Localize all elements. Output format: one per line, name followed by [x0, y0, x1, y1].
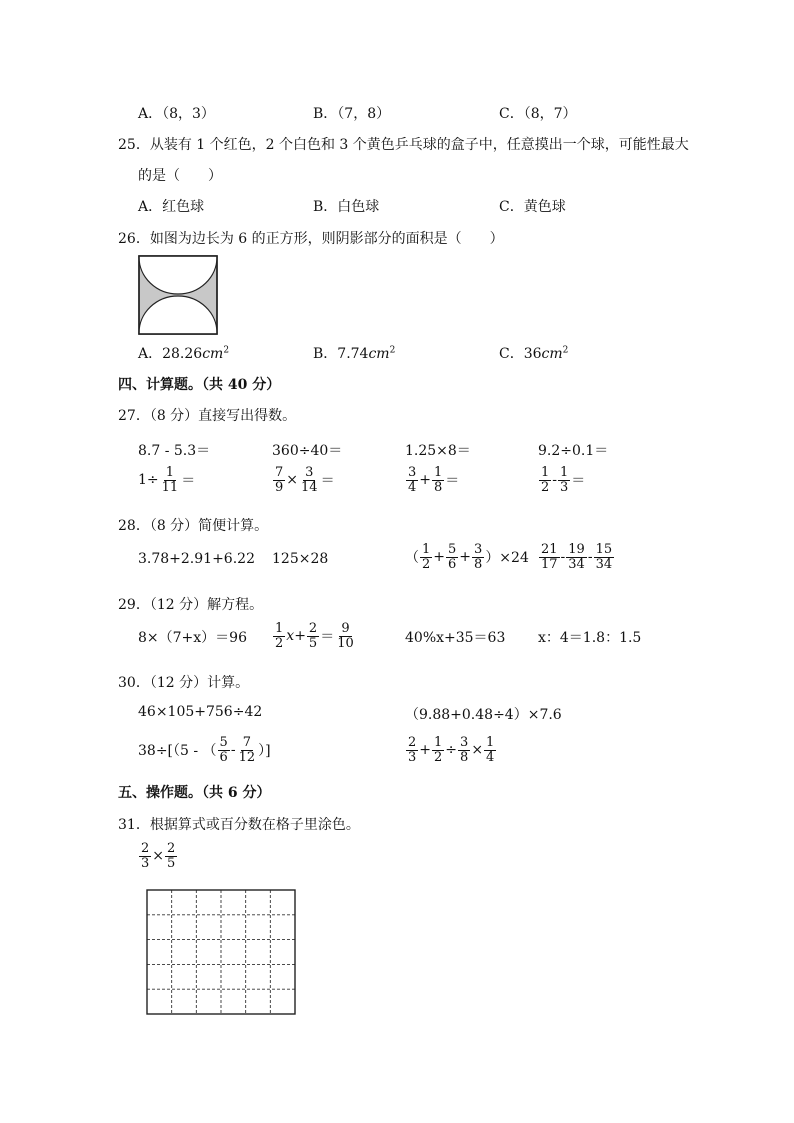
q25-option-c: C．黄色球 — [499, 199, 566, 215]
section-5-heading: 五、操作题。（共 6 分） — [118, 785, 271, 801]
q24-option-b: B．（7，8） — [313, 106, 391, 122]
q28-item-2: 125×28 — [272, 551, 329, 567]
q27-item-7: $\frac{3}{4}$ + $\frac{1}{8}$ ＝ — [408, 465, 460, 495]
q28-item-4: $\frac{21}{17}$ - $\frac{19}{34}$ - $\frac{15}{34}$ — [541, 542, 613, 572]
q30-item-3: 38÷[（5 - （ $\frac{5}{6}$ - $\frac{7}{12}$ ）] — [138, 735, 271, 765]
q31-expression: $\frac{2}{3}$ × $\frac{2}{5}$ — [141, 841, 176, 871]
q26-option-a: A．$28.26cm^2$ — [138, 345, 230, 362]
q26-square-figure — [138, 255, 218, 335]
q27-item-5: 1÷ $\frac{1}{11}$ ＝ — [138, 465, 196, 495]
q30-item-1: 46×105+756÷42 — [138, 704, 263, 720]
q24-option-a: A．（8，3） — [138, 106, 215, 122]
q25-option-b: B．白色球 — [313, 199, 380, 215]
q27-item-4: 9.2÷0.1＝ — [538, 443, 609, 459]
q26-stem: 26．如图为边长为 6 的正方形，则阴影部分的面积是（ ） — [118, 231, 504, 247]
q30-item-2: （9.88+0.48÷4）×7.6 — [405, 707, 562, 723]
q27-item-3: 1.25×8＝ — [405, 443, 471, 459]
q25-stem-line1: 25．从装有 1 个红色，2 个白色和 3 个黄色乒乓球的盒子中，任意摸出一个球，可能性最大 — [118, 137, 689, 153]
q31-coloring-grid[interactable] — [146, 889, 296, 1015]
q26-option-c: C．$36cm^2$ — [499, 345, 569, 362]
q27-item-6: $\frac{7}{9}$ × $\frac{3}{14}$ ＝ — [275, 465, 335, 495]
q27-item-1: 8.7 - 5.3＝ — [138, 443, 211, 459]
q25-stem-line2: 的是（ ） — [138, 168, 222, 184]
q28-item-1: 3.78+2.91+6.22 — [138, 551, 255, 567]
q29-item-1: 8×（7+x）＝96 — [138, 630, 247, 646]
q28-stem: 28．（8 分）简便计算。 — [118, 518, 269, 534]
q30-item-4: $\frac{2}{3}$ + $\frac{1}{2}$ ÷ $\frac{3}{8}$ × $\frac{1}{4}$ — [408, 735, 495, 765]
q24-option-c: C．（8，7） — [499, 106, 577, 122]
q31-stem: 31．根据算式或百分数在格子里涂色。 — [118, 817, 360, 833]
q29-item-2: $\frac{1}{2}$ x + $\frac{2}{5}$ ＝ $\frac{9}{10}$ — [275, 621, 354, 651]
section-4-heading: 四、计算题。（共 40 分） — [118, 377, 281, 393]
q29-item-3: 40%x+35＝63 — [405, 630, 506, 646]
q28-item-3: （ $\frac{1}{2}$ + $\frac{5}{6}$ + $\frac{3}{8}$ ）×24 — [405, 542, 529, 572]
q29-item-4: x：4＝1.8：1.5 — [538, 630, 642, 646]
q29-stem: 29．（12 分）解方程。 — [118, 597, 264, 613]
q26-option-b: B．$7.74cm^2$ — [313, 345, 396, 362]
q27-item-2: 360÷40＝ — [272, 443, 343, 459]
q25-option-a: A．红色球 — [138, 199, 205, 215]
q30-stem: 30．（12 分）计算。 — [118, 675, 250, 691]
q27-item-8: $\frac{1}{2}$ - $\frac{1}{3}$ ＝ — [541, 465, 586, 495]
q27-stem: 27．（8 分）直接写出得数。 — [118, 408, 297, 424]
